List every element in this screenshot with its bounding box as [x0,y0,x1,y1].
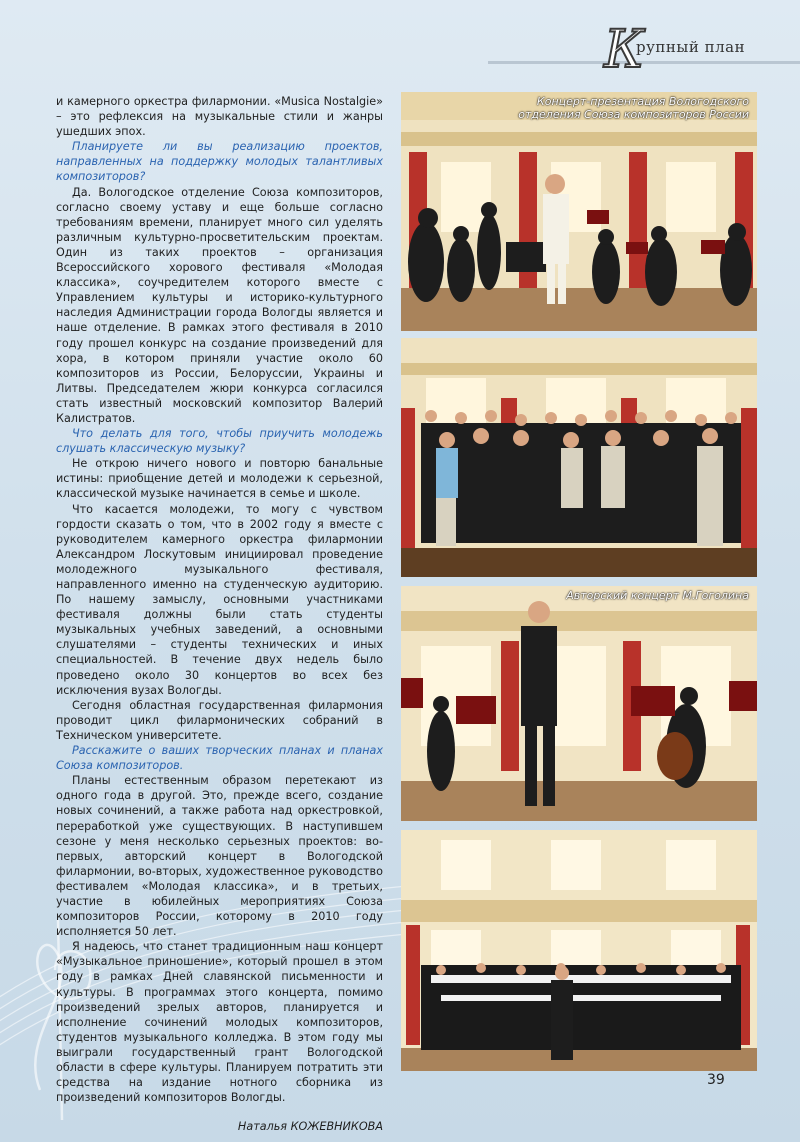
photo-concert-presentation [401,92,757,331]
author-last-name: КОЖЕВНИКОВА [290,1120,383,1134]
photo-orchestra-hall [401,830,757,1071]
article-paragraph: Не открою ничего нового и повторю банальные истины: приобщение детей и молодежи к серьезной, классической музыке начинается в семье и школе. [56,457,383,501]
photo-author-concert [401,586,757,821]
photo-image [401,586,757,821]
author-first-name: Наталья [237,1120,291,1134]
photo-caption-line: Авторский концерт М.Гоголина [566,589,749,602]
article-paragraph: Да. Вологодское отделение Союза композиторов, согласно своему уставу и еще больше согласно требованиям времени, планирует много сил уделять различным культурно-просветительским проектам. Один из таких проектов – организация Всероссийского хорового фестиваля «Молодая классика», соучредителем которого вместе с Управлением культуры и историко-культурного наследия Администрации города Вологды является и наше отделение. В рамках этого фестиваля в 2010 году прошел конкурс на создание произведений для хора, в котором приняли участие около 60 композиторов из России, Белоруссии, Украины и Литвы. Председателем жюри конкурса согласился стать известный московский композитор Валерий Калистратов. [56,185,383,425]
photo-caption-line: Концерт-презентация Вологодского [536,95,749,108]
photo-image [401,92,757,331]
photo-caption [566,589,749,602]
article-paragraph: Планы естественным образом перетекают из одного года в другой. Это, прежде всего, создание новых сочинений, а также работа над оркестровкой, переработкой уже существующих. В наступившем сезоне у меня несколько серьезных проектов: во-первых, авторский концерт в Вологодской филармонии, во-вторых, художественное руководство фестивалем «Молодая классика», и в третьих, участие в юбилейных мероприятиях Союза композиторов России, которому в 2010 году исполняется 50 лет. [56,774,383,939]
article-paragraph: и камерного оркестра филармонии. «Musica Nostalgie» – это рефлексия на музыкальные стили и жанры ушедших эпох. [56,95,383,139]
article-paragraph: Что касается молодежи, то могу с чувством гордости сказать о том, что в 2002 году я вместе с руководителем камерного оркестра филармонии Александром Лоскутовым инициировал проведение молодежного музыкального фестиваля, направленного именно на студенческую аудиторию. По нашему замыслу, основными участниками фестиваля должны были стать студенты музыкальных учебных заведений, а основными слушателями – студенты технических и иных специальностей. В течение двух недель было проведено около 30 концертов во всех без исключения вузах Вологды. [56,502,383,697]
photo-caption [518,95,749,121]
photo-image [401,338,757,577]
article-paragraph: Сегодня областная государственная филармония проводит цикл филармонических собраний в Техническом университете. [56,698,383,742]
page-number: 39 [707,1072,725,1088]
interview-question: Планируете ли вы реализацию проектов, направленных на поддержку молодых талантливых композиторов? [56,140,383,184]
section-initial: К [604,20,645,80]
article-paragraph: Я надеюсь, что станет традиционным наш концерт «Музыкальное приношение», который прошел в этом году в рамках Дней славянской письменности и культуры. В программах этого концерта, помимо произведений зрелых авторов, планируется и исполнение сочинений молодых композиторов, студентов музыкального колледжа. В этом году мы выиграли государственный грант Вологодской области в сфере культуры. Планируем потратить эти средства на издание нотного сборника из произведений композиторов Вологды. [56,940,383,1105]
photo-choir-bow [401,338,757,577]
author-signature [56,1119,383,1134]
photo-caption-line: отделения Союза композиторов России [518,108,749,121]
interview-question: Что делать для того, чтобы приучить молодежь слушать классическую музыку? [56,427,383,456]
photo-image [401,830,757,1071]
article-column [56,94,383,1134]
section-title: рупный план [636,38,746,56]
interview-question: Расскажите о ваших творческих планах и планах Союза композиторов. [56,744,383,773]
